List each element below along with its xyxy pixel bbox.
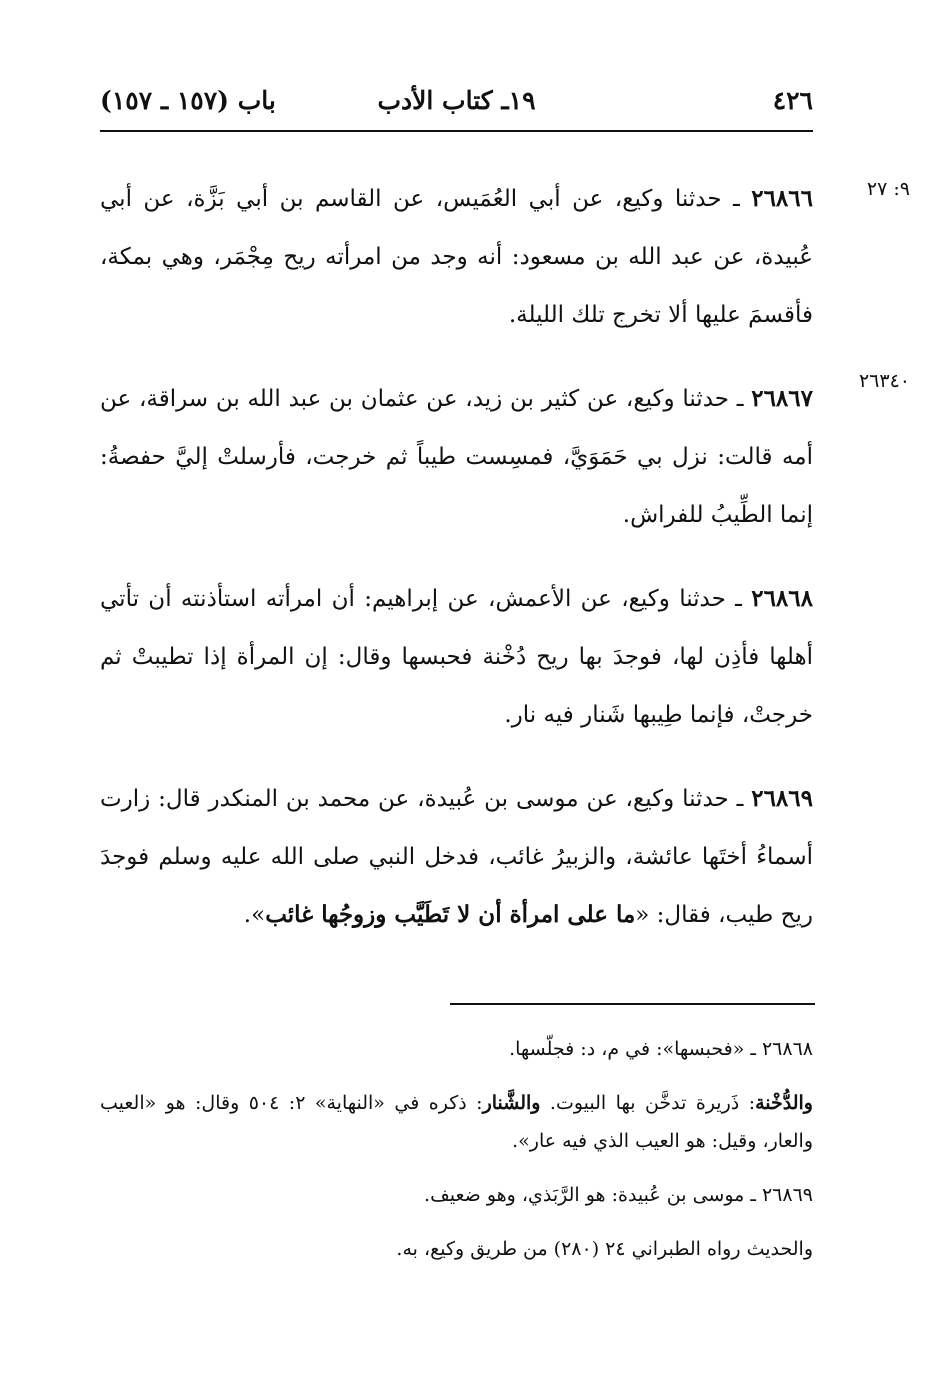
footnote-text: : ذَريرة تدخَّن بها البيوت. [540, 1092, 756, 1114]
quote-end: ». [243, 902, 266, 928]
footnote-1: ٢٦٨٦٨ ـ «فحبسها»: في م، د: فجلّسها. [509, 1038, 813, 1060]
book-title: ١٩ـ كتاب الأدب [377, 86, 536, 115]
hadith-paragraph [100, 170, 813, 344]
margin-reference-1: ٩: ٢٧ [866, 178, 910, 200]
main-text [100, 170, 813, 970]
chapter-range: باب (١٥٧ ـ ١٥٧) [100, 86, 276, 115]
prophetic-quote: ما على امرأة أن لا تَطَيَّب وزوجُها غائب [265, 901, 636, 928]
footnote-term: والشَّنار [482, 1092, 541, 1114]
hadith-text: ـ حدثنا وكيع، عن كثير بن زيد، عن عثمان بن عبد الله بن سراقة، عن أمه قالت: نزل بي حَمَوَيَّ، فمسِست طيباً ثم خرجت، فأرسلتْ إليَّ حفصةُ: إنما الطِّيبُ للفراش. [100, 386, 813, 528]
hadith-paragraph [100, 770, 813, 944]
hadith-text: ـ حدثنا وكيع، عن موسى بن عُبيدة، عن محمد بن المنكدر قال: زارت أسماءُ أختَها عائشة، والزبيرُ غائب، فدخل النبي صلى الله عليه وسلم فوجدَ ريح طيب، فقال: « [100, 786, 813, 928]
page-number: ٤٢٦ [772, 86, 813, 115]
hadith-number: ٢٦٨٦٧ [751, 385, 813, 412]
footnote-3: ٢٦٨٦٩ ـ موسى بن عُبيدة: هو الرَّبَذي، وهو ضعيف. [424, 1184, 813, 1206]
hadith-number: ٢٦٨٦٨ [751, 585, 813, 612]
hadith-paragraph [100, 570, 813, 744]
header-divider [100, 130, 813, 132]
margin-reference-2: ٢٦٣٤٠ [858, 370, 910, 392]
hadith-text: ـ حدثنا وكيع، عن الأعمش، عن إبراهيم: أن امرأته استأذنته أن تأتي أهلها فأذِن لها، فوجدَ بها ريح دُخْنة فحبسها وقال: إن المرأة إذا تطيبتْ ثم خرجتْ، فإنما طِيبها شَنار فيه نار. [100, 586, 813, 728]
footnote-divider [450, 1003, 815, 1005]
footnotes [100, 1030, 813, 1284]
footnote-2 [100, 1084, 813, 1160]
hadith-paragraph [100, 370, 813, 544]
hadith-number: ٢٦٨٦٦ [751, 185, 813, 212]
footnote-term: والدُّخْنة [755, 1092, 813, 1114]
footnote-4: والحديث رواه الطبراني ٢٤ (٢٨٠) من طريق وكيع، به. [396, 1238, 813, 1260]
hadith-number: ٢٦٨٦٩ [751, 785, 813, 812]
hadith-text: ـ حدثنا وكيع، عن أبي العُمَيس، عن القاسم بن أبي بَزَّة، عن أبي عُبيدة، عن عبد الله بن مسعود: أنه وجد من امرأته ريح مِجْمَر، وهي بمكة، فأقسمَ عليها ألا تخرج تلك الليلة. [100, 186, 813, 328]
footnote-text: : ذكره في «النهاية» ٢: ٥٠٤ وقال: هو «العيب والعار، وقيل: هو العيب الذي فيه عار». [100, 1092, 813, 1152]
page-header [100, 86, 813, 120]
